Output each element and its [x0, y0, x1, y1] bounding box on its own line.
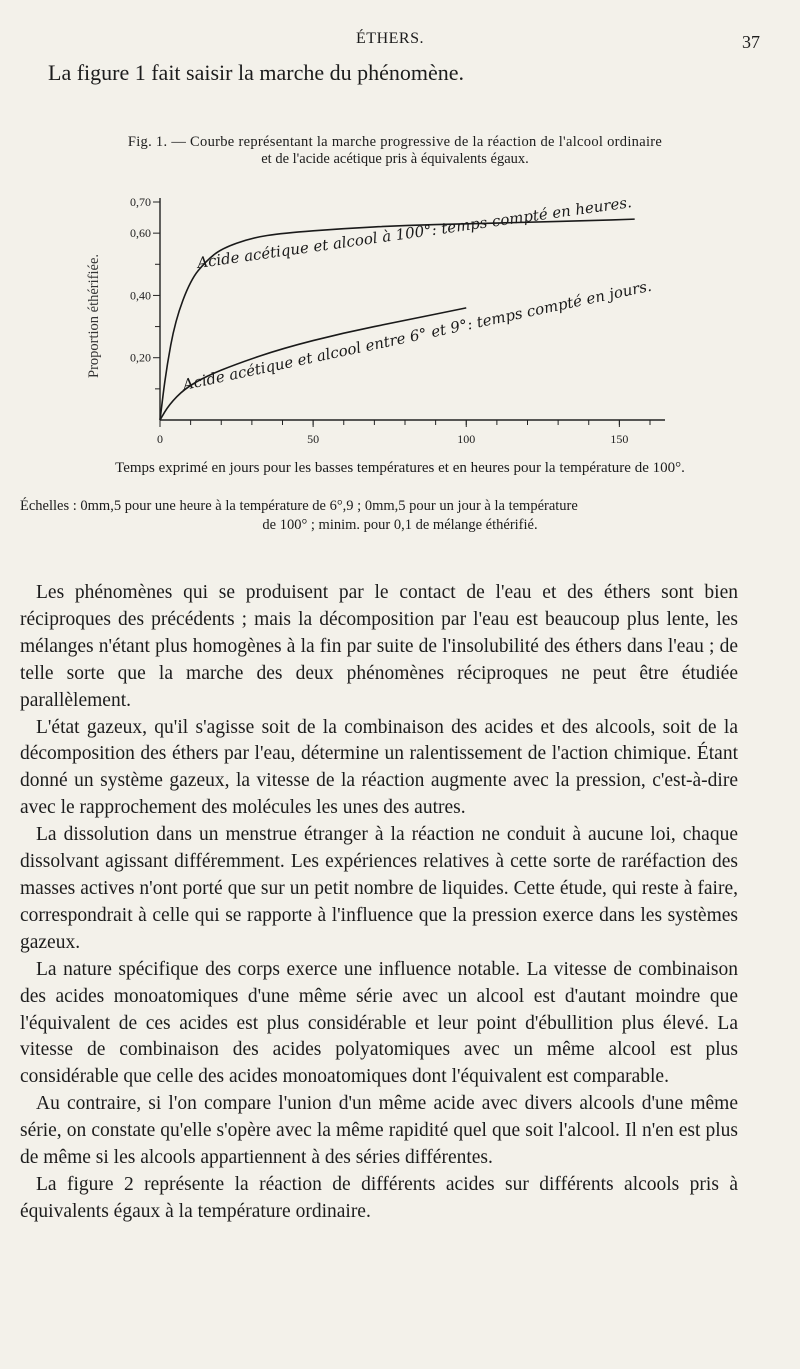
time-note: Temps exprimé en jours pour les basses températures et en heures pour la température de 100°. — [115, 460, 685, 476]
body-text — [20, 580, 738, 1226]
page-number: 37 — [742, 32, 760, 52]
paragraph-6: La figure 2 représente la réaction de différents acides sur différents alcools pris à équivalents égaux à la température ordinaire. — [20, 1173, 738, 1222]
x-tick-label: 0 — [157, 432, 163, 446]
x-tick-label: 50 — [307, 432, 320, 446]
reaction-chart — [80, 188, 680, 456]
paragraph-4: La nature spécifique des corps exerce une influence notable. La vitesse de combinaison des acides monoatomiques d'une même série avec un alcool est d'autant moindre que l'équivalent de ces acides est plus considérable et leur point d'ébullition plus élevé. La vitesse de combinaison des acides polyatomiques avec un même alcool est plus considérable que celle des acides monoatomiques dont l'équivalent est comparable. — [20, 958, 738, 1088]
series-label-2: Acide acétique et alcool entre 6° et 9°: temps compté en jours. — [181, 276, 654, 394]
series-label-1: Acide acétique et alcool à 100°: temps compté en heures. — [196, 193, 633, 272]
scales-line2: de 100° ; minim. pour 0,1 de mélange éthérifié. — [262, 517, 538, 533]
intro-sentence: La figure 1 fait saisir la marche du phénomène. — [48, 60, 465, 85]
figure-caption — [70, 134, 720, 168]
y-tick-label: 0,20 — [130, 350, 151, 365]
paragraph-2: L'état gazeux, qu'il s'agisse soit de la combinaison des acides et des alcools, soit de la décomposition des éthers par l'eau, détermine un ralentissement de l'action chimique. Étant donné un système gazeux, la vitesse de la réaction augmente avec la pression, c'est-à-dire avec le rapprochement des molécules les unes des autres. — [20, 716, 738, 819]
figure-caption-line2: et de l'acide acétique pris à équivalents égaux. — [261, 151, 529, 167]
y-tick-label: 0,40 — [130, 288, 151, 303]
figure-caption-line1: Fig. 1. — Courbe représentant la marche progressive de la réaction de l'alcool ordinaire — [127, 134, 663, 150]
scales-note — [20, 497, 780, 535]
paragraph-5: Au contraire, si l'on compare l'union d'un même acide avec divers alcools d'une même série, on constate qu'elle s'opère avec la même rapidité quel que soit l'alcool. Il n'en est plus de même si les alcools appartiennent à des séries différentes. — [20, 1093, 738, 1169]
running-header: ÉTHERS. — [356, 30, 424, 47]
paragraph-1: Les phénomènes qui se produisent par le contact de l'eau et des éthers sont bien réciproques des précédents ; mais la décomposition par l'eau est beaucoup plus lente, les mélanges n'étant plus homogènes à la fin par suite de l'insolubilité des éthers dans l'eau ; de telle sorte que la marche des deux phénomènes réciproques ne peut être étudiée parallèlement. — [20, 582, 738, 711]
y-axis-label: Proportion éthérifiée. — [86, 253, 102, 379]
scales-line1: Échelles : 0mm,5 pour une heure à la température de 6°,9 ; 0mm,5 pour un jour à la température — [20, 498, 578, 514]
x-tick-label: 150 — [610, 432, 629, 446]
y-tick-label: 0,60 — [130, 226, 151, 241]
paragraph-3: La dissolution dans un menstrue étranger à la réaction ne conduit à aucune loi, chaque dissolvant agissant différemment. Les expériences relatives à cette sorte de raréfaction des masses actives n'ont porté que sur un petit nombre de liquides. Cette étude, qui reste à faire, correspondrait à celle qui se rapporte à l'influence que la pression exerce dans les systèmes gazeux. — [20, 824, 738, 953]
x-tick-label: 100 — [457, 432, 476, 446]
y-tick-label: 0,70 — [130, 195, 151, 209]
